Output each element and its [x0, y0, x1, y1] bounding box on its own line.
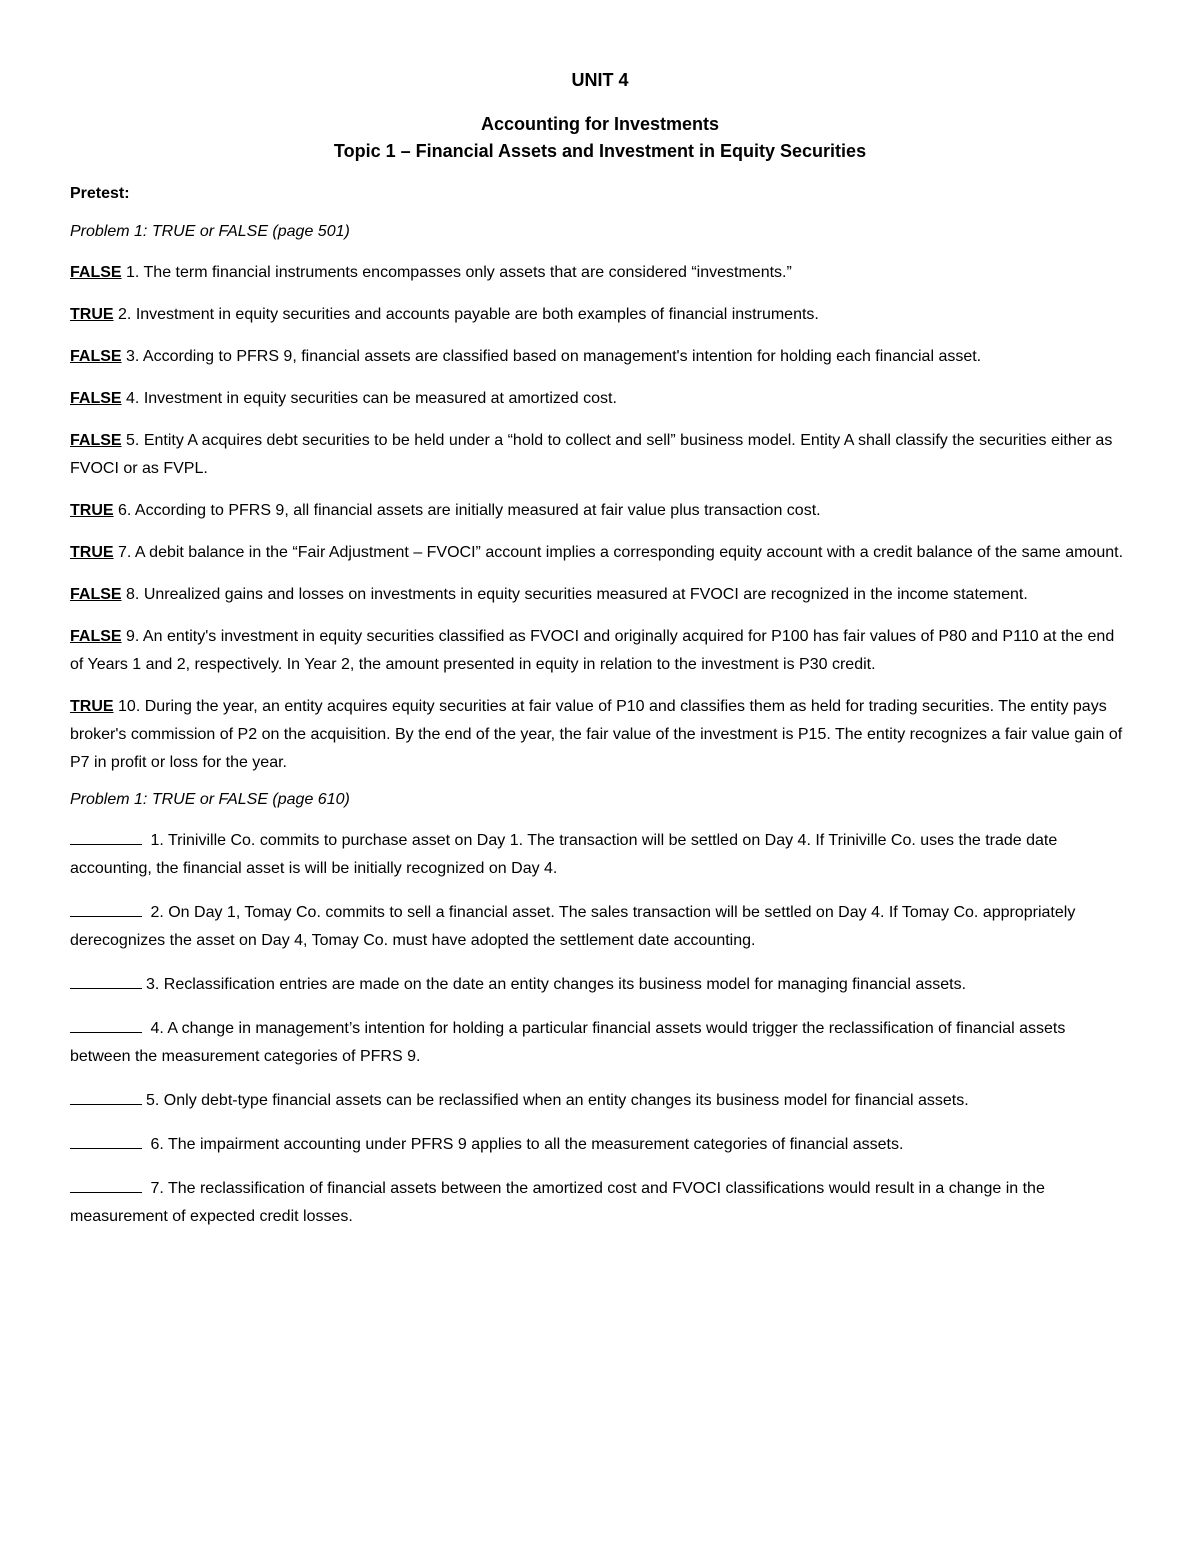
answer-blank	[70, 1176, 142, 1193]
problem-1-item	[70, 301, 1130, 329]
item-number: 10	[118, 697, 136, 715]
item-text: 6. The impairment accounting under PFRS 9 applies to all the measurement categories of financial assets.	[146, 1135, 904, 1153]
item-number: 8	[126, 585, 135, 603]
topic-title: Topic 1 – Financial Assets and Investment in Equity Securities	[333, 141, 867, 162]
item-text: . According to PFRS 9, financial assets are classified based on management's intention for holding each financial asset.	[134, 347, 982, 365]
item-text: 4. A change in management’s intention for holding a particular financial assets would trigger the reclassification of financial assets between the measurement categories of PFRS 9.	[70, 1019, 1066, 1065]
item-text: . During the year, an entity acquires equity securities at fair value of P10 and classifies them as held for trading securities. The entity pays broker's commission of P2 on the acquisition. By the end of the year, the fair value of the investment is P15. The entity recognizes a fair value gain of P7 in profit or loss for the year.	[70, 697, 1123, 771]
item-number: 6	[118, 501, 127, 519]
answer-blank	[70, 1088, 142, 1105]
problem-1-item	[70, 693, 1130, 777]
item-text: 7. The reclassification of financial assets between the amortized cost and FVOCI classifications would result in a change in the measurement of expected credit losses.	[70, 1179, 1045, 1225]
problem-2-item	[70, 827, 1130, 883]
answer-label: FALSE	[70, 585, 122, 603]
item-number: 5	[126, 431, 135, 449]
problem-1-item	[70, 581, 1130, 609]
item-text: . A debit balance in the “Fair Adjustment – FVOCI” account implies a corresponding equity account with a credit balance of the same amount.	[126, 543, 1124, 561]
item-number: 2	[118, 305, 127, 323]
problem-1-item	[70, 385, 1130, 413]
problem-2-item	[70, 1175, 1130, 1231]
answer-label: FALSE	[70, 431, 122, 449]
document-page	[70, 70, 1130, 1247]
answer-label: FALSE	[70, 347, 122, 365]
document-title: Accounting for Investments	[480, 113, 720, 134]
answer-label: FALSE	[70, 389, 122, 407]
problem-1-item	[70, 427, 1130, 483]
item-number: 7	[118, 543, 127, 561]
item-text: 1. Triniville Co. commits to purchase asset on Day 1. The transaction will be settled on Day 4. If Triniville Co. uses the trade date accounting, the financial asset is will be initially recognized on Day 4.	[70, 831, 1058, 877]
item-text: . The term financial instruments encompasses only assets that are considered “investments.”	[134, 263, 792, 281]
item-number: 4	[126, 389, 135, 407]
problem-1-item	[70, 497, 1130, 525]
item-text: . Entity A acquires debt securities to be held under a “hold to collect and sell” business model. Entity A shall classify the securities either as FVOCI or as FVPL.	[70, 431, 1113, 477]
problem-1-item	[70, 539, 1130, 567]
item-text: . Investment in equity securities can be measured at amortized cost.	[134, 389, 617, 407]
item-number: 1	[126, 263, 135, 281]
answer-label: TRUE	[70, 501, 114, 519]
answer-blank	[70, 828, 142, 845]
problem-2-item	[70, 1087, 1130, 1115]
answer-label: TRUE	[70, 543, 114, 561]
item-text: 2. On Day 1, Tomay Co. commits to sell a financial asset. The sales transaction will be settled on Day 4. If Tomay Co. appropriately derecognizes the asset on Day 4, Tomay Co. must have adopted the settlement date accounting.	[70, 903, 1076, 949]
answer-label: TRUE	[70, 305, 114, 323]
problem-1-item	[70, 259, 1130, 287]
answer-label: TRUE	[70, 697, 114, 715]
problem-2-heading: Problem 1: TRUE or FALSE (page 610)	[70, 790, 350, 808]
item-text: . An entity's investment in equity securities classified as FVOCI and originally acquired for P100 has fair values of P80 and P110 at the end of Years 1 and 2, respectively. In Year 2, the amount presented in equity in relation to the investment is P30 credit.	[70, 627, 1115, 673]
answer-label: FALSE	[70, 627, 122, 645]
answer-blank	[70, 900, 142, 917]
item-text: . Unrealized gains and losses on investments in equity securities measured at FVOCI are recognized in the income statement.	[134, 585, 1028, 603]
answer-blank	[70, 1132, 142, 1149]
pretest-label: Pretest:	[70, 184, 130, 202]
item-text: 5. Only debt-type financial assets can be reclassified when an entity changes its business model for financial assets.	[146, 1091, 969, 1109]
item-number: 9	[126, 627, 135, 645]
answer-label: FALSE	[70, 263, 122, 281]
problem-2-item	[70, 971, 1130, 999]
item-text: . Investment in equity securities and accounts payable are both examples of financial instruments.	[126, 305, 819, 323]
problem-2-item	[70, 1131, 1130, 1159]
unit-title: UNIT 4	[571, 70, 629, 90]
answer-blank	[70, 1016, 142, 1033]
problem-1-item	[70, 623, 1130, 679]
problem-2-item	[70, 1015, 1130, 1071]
item-number: 3	[126, 347, 135, 365]
problem-1-heading: Problem 1: TRUE or FALSE (page 501)	[70, 222, 350, 240]
problem-1-item	[70, 343, 1130, 371]
problem-2-item	[70, 899, 1130, 955]
item-text: 3. Reclassification entries are made on the date an entity changes its business model for managing financial assets.	[146, 975, 967, 993]
answer-blank	[70, 972, 142, 989]
item-text: . According to PFRS 9, all financial assets are initially measured at fair value plus transaction cost.	[126, 501, 821, 519]
